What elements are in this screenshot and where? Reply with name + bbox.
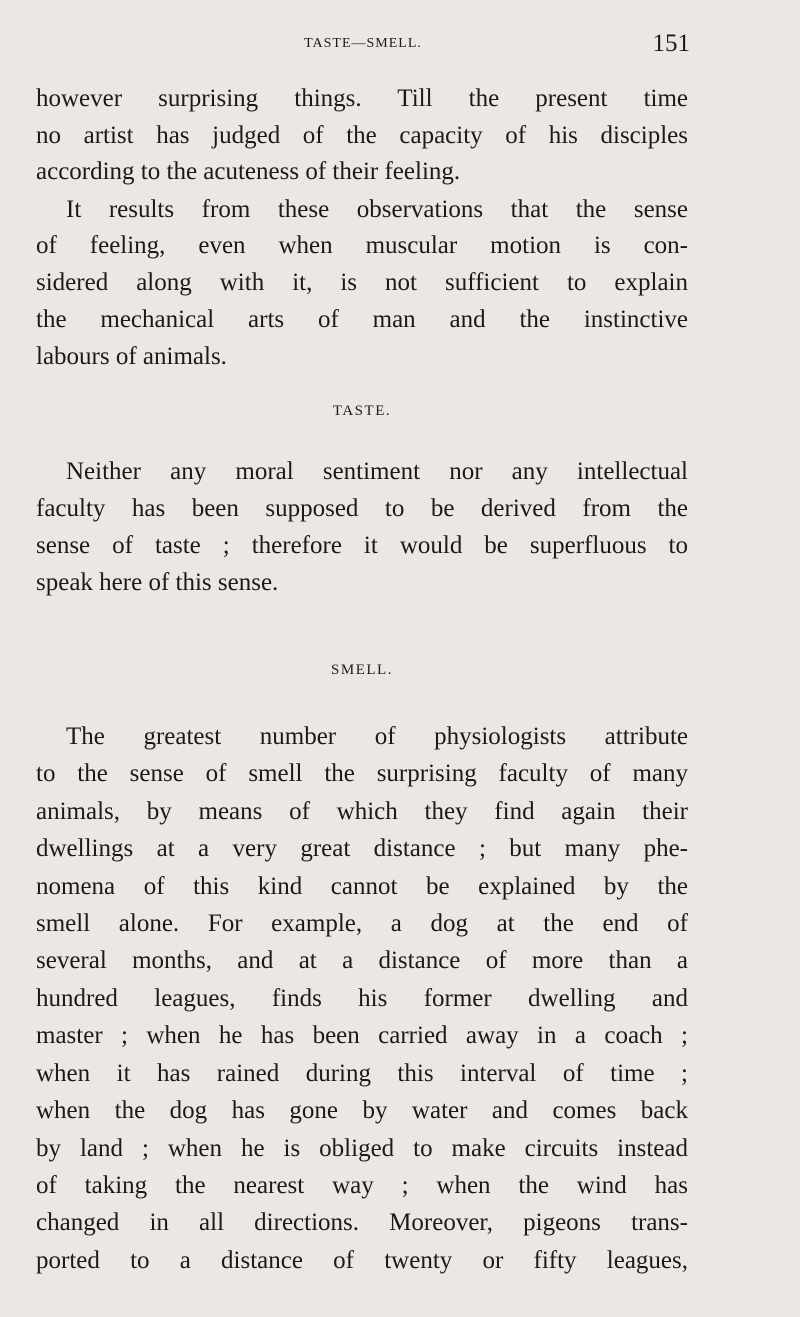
text-line: speak here of this sense.: [36, 569, 279, 596]
text-line: It results from these observations that the sense: [66, 196, 688, 223]
text-line: faculty has been supposed to be derived from the: [36, 495, 688, 522]
text-line: smell alone. For example, a dog at the end of: [36, 910, 688, 937]
text-line: by land ; when he is obliged to make circuits instead: [36, 1135, 688, 1162]
text-line: labours of animals.: [36, 343, 227, 370]
text-line: ported to a distance of twenty or fifty leagues,: [36, 1247, 688, 1274]
text-line: hundred leagues, finds his former dwelling and: [36, 985, 688, 1012]
running-head: TASTE—SMELL.: [304, 36, 422, 51]
text-line: sense of taste ; therefore it would be superfluous to: [36, 532, 688, 559]
text-line: sidered along with it, is not sufficient to explain: [36, 269, 688, 296]
page-number: 151: [652, 30, 690, 57]
text-line: several months, and at a distance of more than a: [36, 947, 688, 974]
text-line: Neither any moral sentiment nor any intellectual: [66, 458, 688, 485]
text-line: master ; when he has been carried away in a coach ;: [36, 1022, 688, 1049]
text-line: of feeling, even when muscular motion is con-: [36, 232, 688, 259]
text-line: however surprising things. Till the present time: [36, 85, 688, 112]
text-line: of taking the nearest way ; when the wind has: [36, 1172, 688, 1199]
page-header: [36, 30, 690, 60]
text-line: according to the acuteness of their feeling.: [36, 158, 461, 185]
text-line: when the dog has gone by water and comes back: [36, 1097, 688, 1124]
text-line: the mechanical arts of man and the instinctive: [36, 306, 688, 333]
text-line: The greatest number of physiologists attribute: [66, 723, 688, 750]
section-heading-smell: SMELL.: [331, 662, 393, 678]
text-line: dwellings at a very great distance ; but many phe-: [36, 835, 688, 862]
text-line: to the sense of smell the surprising faculty of many: [36, 760, 688, 787]
text-line: no artist has judged of the capacity of his disciples: [36, 122, 688, 149]
text-line: when it has rained during this interval of time ;: [36, 1060, 688, 1087]
section-heading-taste: TASTE.: [332, 403, 392, 419]
text-line: changed in all directions. Moreover, pigeons trans-: [36, 1209, 688, 1236]
text-line: nomena of this kind cannot be explained by the: [36, 873, 688, 900]
text-line: animals, by means of which they find again their: [36, 798, 688, 825]
